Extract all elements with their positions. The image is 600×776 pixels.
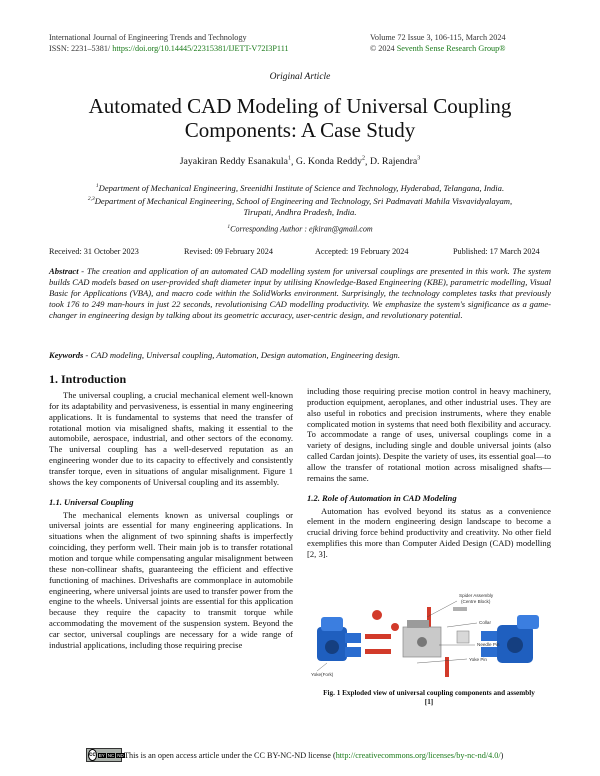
intro-paragraph-1: The universal coupling, a crucial mechanical element well-known for its adaptability and pervasiveness, is essential in many engineering applications. It is fundamental to systems that need the transfer of rotational motion via misaligned shafts, making it essential to the automobile, aerospace, industrial, and other sectors of the economy. The universal coupling has a well-deserved reputation as an engineering wonder due to its capacity to effectively and consistently transfer torque, even in situations of angular misalignment. Figure 1 shows the key components of Universal coupling and its assembly. (49, 390, 293, 487)
journal-header-right (370, 33, 560, 54)
abstract-text: The creation and application of an automated CAD modelling system for universal couplings are presented in this work. The system builds CAD models based on user-provided shaft diameter input by utilising Knowledge-Based Engineering (KBE), parametric modelling, Visual Basic for Applications (VBA), and macro code within the SolidWorks environment. Surprisingly, the technology completes tasks that previously took 176 to 249 man-hours in just 22 seconds, revolutionising CAD modelling productivity. We emphasize the system's significance as a game-changer in engineering design by talking about its geometric accuracy, user-centric design, and revolutionary potential. (49, 266, 551, 321)
date-revised: Revised: 09 February 2024 (184, 247, 273, 256)
paper-title (30, 94, 570, 142)
volume-info: Volume 72 Issue 3, 106-115, March 2024 (370, 33, 506, 42)
doi-link[interactable]: https://doi.org/10.14445/22315381/IJETT-V72I3P111 (112, 43, 289, 53)
affiliation-2: $^{2,3}$Department of Mechanical Engineering, School of Engineering and Technology, Sri Padmavati Mahila Visvavidyalayam, (87, 195, 513, 206)
figure-label-spider: Spider Assembly (459, 593, 494, 598)
license-statement: This is an open access article under the CC BY-NC-ND license (http://creativecommons.org/licenses/by-nc-nd/4.0/) (124, 751, 504, 760)
journal-name: International Journal of Engineering Trends and Technology (49, 33, 247, 42)
author-3: D. Rajendra$^3$ (369, 156, 421, 168)
by-icon: BY (98, 752, 105, 758)
exploded-view-illustration (307, 587, 551, 687)
journal-header-left (49, 33, 319, 54)
right-column (307, 386, 551, 560)
title-line-2: Components: A Case Study (184, 118, 416, 142)
keywords (49, 350, 551, 360)
subsection-heading-universal-coupling: 1.1. Universal Coupling (49, 496, 134, 507)
left-yoke-shape (317, 617, 361, 661)
intro-paragraph-4: Automation has evolved beyond its status as a convenience element in the modern engineering design landscape to become a crucial driving force behind productivity and creativity. No other field exemplifies this more than Computer Aided Design (CAD) modelling [2, 3]. (307, 505, 551, 559)
cc-license-badge[interactable] (86, 748, 122, 762)
intro-paragraph-2: The mechanical elements known as universal couplings or universal joints are essential for many engineering applications. In situations when the alignment of two spinning shafts is imperfectly coinciding, they perform well. Their main job is to transfer rotational motion and torque while compensating angular misalignment between these non-collinear shafts, guaranteeing the efficient and effective functioning of machines. Driveshafts are commonplace in automobile engineering, where universal joints are used to transfer power from the engine to the wheels. Universal joints are essential for this application because they require the capacity to transmit torque while accommodating the movement of the suspension system. Beyond the car sector, universal couplings are necessary for a wide range of industrial applications, including those requiring precise (49, 509, 293, 650)
figure-label-yoke-pin: Yoke Pin (469, 657, 487, 662)
intro-paragraph-3: including those requiring precise motion control in heavy machinery, production equipment, aeroplanes, and other industrial uses. They are also useful in robotics and precision instruments, where they enable complicated motion in systems that need both flexibility and accuracy. To accommodate a range of uses, universal couplings come in a variety of designs, including single and double universal joints (also called Cardan joints). Despite the variety of uses, its essential goal—to allow the transfer of rotational motion across misaligned shafts—remains the same. (307, 386, 551, 483)
date-accepted: Accepted: 19 February 2024 (315, 247, 409, 256)
figure-universal-coupling (307, 587, 551, 687)
abstract (49, 266, 551, 321)
figure-label-collar: Collar (479, 620, 491, 625)
abstract-label: Abstract - (49, 266, 87, 276)
author-2: G. Konda Reddy$^2$ (295, 156, 366, 168)
subsection-heading-automation: 1.2. Role of Automation in CAD Modeling (307, 492, 457, 503)
left-column (49, 372, 293, 651)
license-link[interactable]: http://creativecommons.org/licenses/by-nc-nd/4.0/ (335, 751, 501, 760)
section-heading-introduction: 1. Introduction (49, 372, 127, 386)
copyright: © 2024 (370, 43, 395, 53)
affiliation-1: $^1$Department of Mechanical Engineering, Sreenidhi Institute of Science and Technology, Hyderabad, Telangana, India. (95, 182, 505, 193)
author-list: Jayakiran Reddy Esanakula$^1$, G. Konda Reddy$^2$, D. Rajendra$^3$ (179, 156, 421, 168)
issn: ISSN: 2231–5381/ (49, 43, 111, 53)
figure-label-yoke: Yoke(Fork) (311, 672, 334, 677)
figure-label-spider-sub: (Centre Block) (461, 599, 491, 604)
figure-label-needle-pin: Needle Pin (477, 642, 500, 647)
figure-caption: Fig. 1 Exploded view of universal coupling components and assembly [1] (323, 689, 535, 706)
keywords-text: CAD modeling, Universal coupling, Automation, Design automation, Engineering design. (90, 350, 400, 360)
nd-icon: ND (117, 752, 124, 758)
date-published: Published: 17 March 2024 (453, 247, 540, 256)
title-line-1: Automated CAD Modeling of Universal Coupling (88, 94, 512, 118)
affiliations (40, 181, 560, 218)
nc-icon: NC (107, 752, 115, 758)
date-received: Received: 31 October 2023 (49, 247, 139, 256)
affiliation-2-cont: Tirupati, Andhra Pradesh, India. (243, 206, 357, 217)
publisher-link[interactable]: Seventh Sense Research Group® (396, 43, 506, 53)
author-1: Jayakiran Reddy Esanakula$^1$ (179, 156, 291, 168)
cc-icon: cc (88, 749, 97, 761)
article-type: Original Article (269, 72, 331, 82)
keywords-label: Keywords - (49, 350, 91, 360)
corresponding-author: $^1$Corresponding Author : ejkiran@gmail.com (227, 224, 373, 234)
